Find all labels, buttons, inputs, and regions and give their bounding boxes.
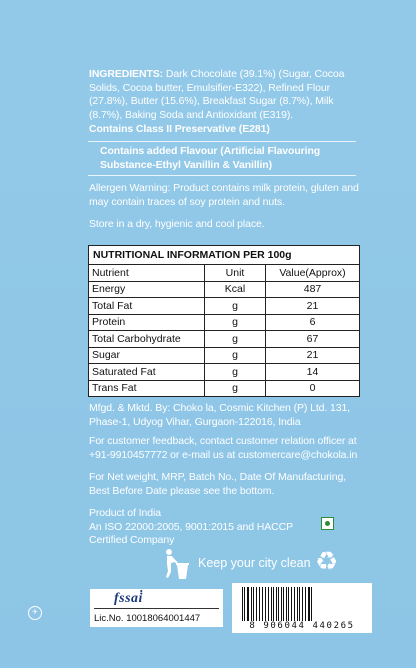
barcode-bar [297, 587, 298, 621]
nutrient-unit: g [205, 364, 266, 381]
manufacturer-info: Mfgd. & Mktd. By: Choko la, Cosmic Kitchen (P) Ltd. 131, Phase-1, Udyog Vihar, Gurgaon-122016, India [89, 402, 351, 428]
header-nutrient: Nutrient [89, 265, 205, 281]
barcode-bar [299, 587, 300, 621]
barcode-bars [240, 587, 364, 621]
nutrition-header-row [89, 265, 359, 281]
barcode [232, 583, 372, 633]
barcode-bar [253, 587, 254, 621]
net-weight-notice: For Net weight, MRP, Batch No., Date Of Manufacturing, Best Before Date please see the bottom. [89, 471, 347, 497]
customer-feedback: For customer feedback, contact customer relation officer at +91-9910457772 or e-mail us at customercare@chokola.in [89, 435, 358, 461]
ingredients-label: INGREDIENTS: [89, 68, 164, 80]
nutrient-name: Total Carbohydrate [89, 331, 205, 348]
header-unit: Unit [205, 265, 266, 281]
nutrient-name: Protein [89, 314, 205, 331]
fssai-divider [94, 608, 219, 609]
fssai-logo-text: fssai [114, 591, 143, 606]
barcode-bar [268, 587, 269, 621]
ingredients-text [89, 68, 357, 122]
barcode-bar [288, 587, 289, 621]
nutrient-name: Trans Fat [89, 380, 205, 396]
nutrition-row [89, 314, 359, 331]
veg-mark-icon [321, 517, 334, 530]
nutrient-value: 14 [266, 364, 360, 381]
nutrition-row [89, 331, 359, 348]
barcode-bar [308, 587, 310, 621]
barcode-bar [281, 587, 282, 621]
flavour-line-2: Substance-Ethyl Vanillin & Vanillin) [100, 158, 273, 171]
nutrient-name: Saturated Fat [89, 364, 205, 381]
flavour-line-1: Contains added Flavour (Artificial Flavouring [100, 145, 321, 157]
nutrient-unit: g [205, 331, 266, 348]
nutrient-unit: g [205, 380, 266, 396]
fssai-license-number: Lic.No. 10018064001447 [94, 613, 201, 624]
nutrient-name: Sugar [89, 347, 205, 364]
recycle-icon: ♻ [315, 546, 339, 576]
allergen-warning: Allergen Warning: Product contains milk protein, gluten and may contain traces of soy protein and nuts. [89, 182, 359, 208]
barcode-bar [302, 587, 303, 621]
nutrient-value: 21 [266, 298, 360, 315]
barcode-bar [259, 587, 260, 621]
keep-clean-text: Keep your city clean [198, 556, 311, 570]
nutrition-row [89, 281, 359, 298]
nutrition-row [89, 347, 359, 364]
barcode-bar [247, 587, 249, 621]
barcode-bar [278, 587, 279, 621]
nutrient-value: 6 [266, 314, 360, 331]
nutrient-value: 67 [266, 331, 360, 348]
barcode-bar [262, 587, 263, 621]
barcode-bar [311, 587, 312, 621]
country-of-origin: Product of India [89, 507, 161, 519]
fssai-box [90, 589, 223, 627]
barcode-bar [256, 587, 257, 621]
barcode-bar [244, 587, 245, 621]
barcode-number: 8 906044 440265 [249, 621, 355, 631]
nutrient-unit: g [205, 298, 266, 315]
nutrition-title: NUTRITIONAL INFORMATION PER 100g [89, 246, 359, 265]
barcode-bar [265, 587, 266, 621]
barcode-bar [291, 587, 292, 621]
nutrition-row [89, 364, 359, 381]
nutrient-value: 487 [266, 281, 360, 298]
header-value: Value(Approx) [266, 265, 360, 281]
fssai-logo [114, 591, 143, 607]
nutrition-row [89, 380, 359, 396]
nutrition-row [89, 298, 359, 315]
dustbin-icon [160, 548, 190, 580]
storage-instructions: Store in a dry, hygienic and cool place. [89, 218, 265, 230]
barcode-bar [251, 587, 252, 621]
barcode-bar [286, 587, 287, 621]
nutrient-value: 0 [266, 380, 360, 396]
barcode-bar [242, 587, 243, 621]
nutrition-rows [89, 265, 359, 396]
nutrient-name: Energy [89, 281, 205, 298]
barcode-bar [305, 587, 306, 621]
barcode-bar [294, 587, 295, 621]
nutrient-unit: g [205, 314, 266, 331]
nutrient-value: 21 [266, 347, 360, 364]
barcode-bar [276, 587, 277, 621]
ingredients-list: Dark Chocolate (39.1%) (Sugar, Cocoa Solids, Cocoa butter, Emulsifier-E322), Refined Flour (27.8%), Butter (15.6%), Breakfast Sugar (8.7%), Milk (8.7%), Baking Soda and Antioxidant (E319). [89, 68, 345, 121]
barcode-bar [273, 587, 274, 621]
barcode-bar [271, 587, 272, 621]
nutrient-unit: g [205, 347, 266, 364]
globe-icon: ✈ [28, 606, 42, 620]
flavour-notice [88, 141, 356, 176]
nutrient-name: Total Fat [89, 298, 205, 315]
preservative-text: Contains Class II Preservative (E281) [89, 123, 270, 135]
barcode-bar [283, 587, 284, 621]
nutrient-unit: Kcal [205, 281, 266, 298]
certification-text: An ISO 22000:2005, 9001:2015 and HACCP Certified Company [89, 520, 293, 546]
nutrition-table [88, 245, 360, 397]
origin-certification [89, 507, 329, 548]
